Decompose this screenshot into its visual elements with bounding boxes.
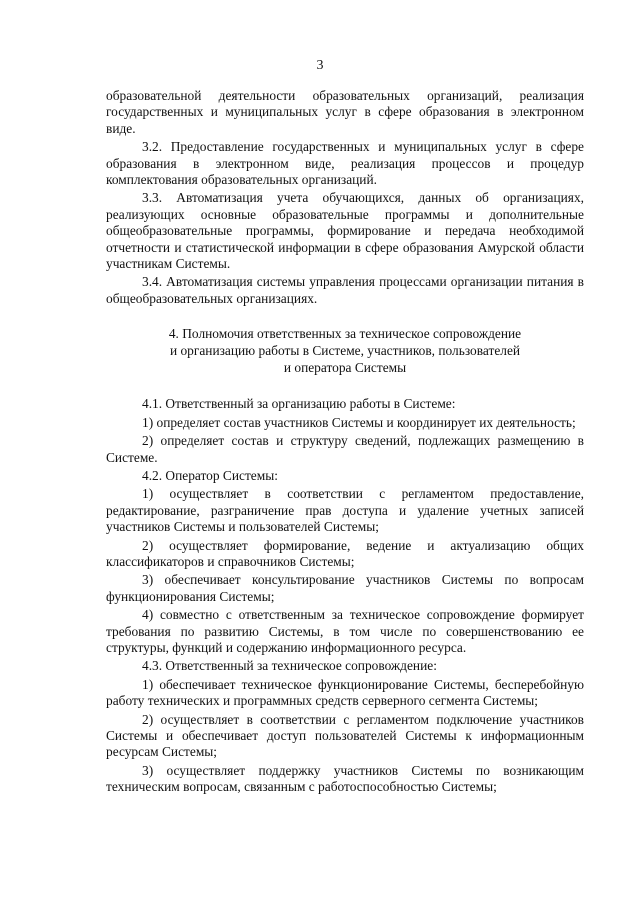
paragraph-4-3-item-1: 1) обеспечивает техническое функционирование Системы, бесперебойную работу технических и программных средств серверного сегмента Системы; [106, 676, 584, 709]
paragraph-3-3: 3.3. Автоматизация учета обучающихся, данных об организациях, реализующих основные образовательные программы и дополнительные общеобразовательные программы, формирование и передача необходимой отчетности и статистической информации в сфере образования Амурской области участникам Системы. [106, 190, 584, 272]
paragraph-4-1-item-2: 2) определяет состав и структуру сведений, подлежащих размещению в Системе. [106, 433, 584, 465]
section-title-line-2: и организацию работы в Системе, участников, пользователей [169, 343, 521, 359]
paragraph-4-1-heading: 4.1. Ответственный за организацию работы в Системе: [142, 396, 456, 412]
section-title-line-3: и оператора Системы [283, 360, 407, 376]
paragraph-4-3-item-3: 3) осуществляет поддержку участников Системы по возникающим техническим вопросам, связанным с работоспособностью Системы; [106, 762, 584, 795]
document-body [106, 88, 584, 798]
paragraph-4-2-item-3: 3) обеспечивает консультирование участников Системы по вопросам функционирования Системы; [106, 572, 584, 604]
section-title-line-1: 4. Полномочия ответственных за техническое сопровождение [168, 326, 522, 342]
paragraph-continuation: образовательной деятельности образовательных организаций, реализация государственных и муниципальных услуг в сфере образования в электронном виде. [106, 88, 584, 136]
paragraph-4-3-item-2: 2) осуществляет в соответствии с регламентом подключение участников Системы и обеспечивает доступ пользователей Системы к информационным ресурсам Системы; [106, 711, 584, 760]
paragraph-3-2: 3.2. Предоставление государственных и муниципальных услуг в сфере образования в электронном виде, реализация процессов и процедур комплектования образовательных организаций. [106, 139, 584, 188]
paragraph-4-1-item-1: 1) определяет состав участников Системы и координирует их деятельность; [142, 414, 576, 430]
page-number: 3 [316, 58, 324, 73]
section-4-title [106, 325, 584, 376]
paragraph-4-2-item-4: 4) совместно с ответственным за техническое сопровождение формирует требования по развитию Системы, в том числе по совершенствованию ее структуры, функций и содержанию информационного ресурса. [106, 607, 584, 655]
paragraph-4-2-heading: 4.2. Оператор Системы: [142, 467, 278, 483]
paragraph-4-2-item-2: 2) осуществляет формирование, ведение и актуализацию общих классификаторов и справочников Системы; [106, 537, 584, 569]
paragraph-4-2-item-1: 1) осуществляет в соответствии с регламентом предоставление, редактирование, разграничение прав доступа и удаление учетных записей участников Системы и пользователей Системы; [106, 486, 584, 535]
paragraph-4-3-heading: 4.3. Ответственный за техническое сопровождение: [142, 658, 437, 674]
paragraph-3-4: 3.4. Автоматизация системы управления процессами организации питания в общеобразовательных организациях. [106, 274, 584, 306]
